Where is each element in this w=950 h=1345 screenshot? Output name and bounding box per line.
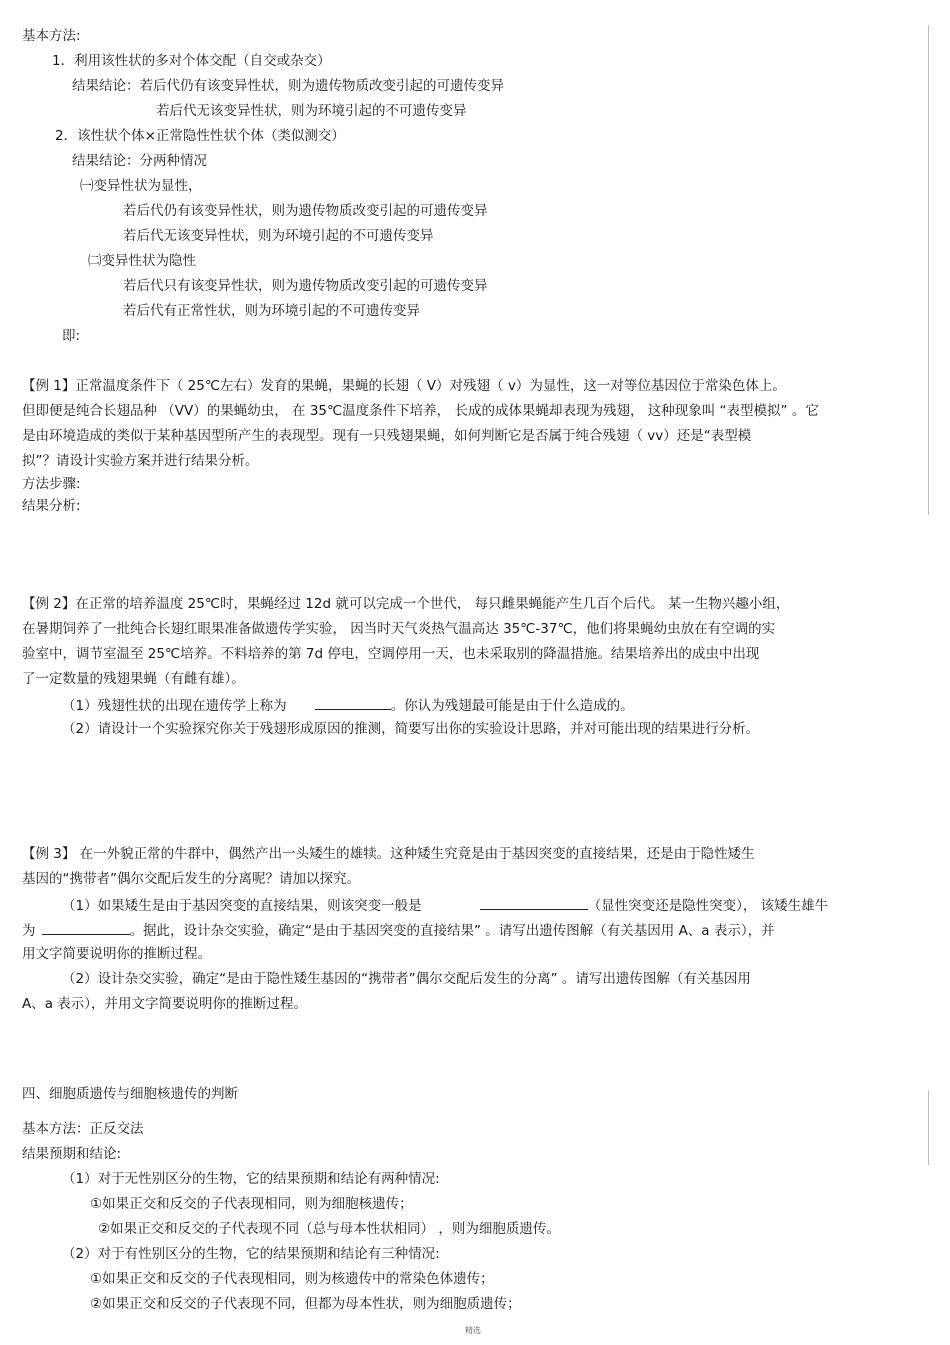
example3-q1-line3: 用文字简要说明你的推断过程。 <box>22 946 211 962</box>
case-dominant: ㈠变异性状为显性， <box>80 178 202 194</box>
basic-method-reciprocal: 基本方法：正反交法 <box>22 1121 144 1137</box>
case-asexual-2: ②如果正交和反交的子代表现不同（总与母本性状相同） ，则为细胞质遗传。 <box>98 1221 560 1237</box>
example2-line2: 在暑期饲养了一批纯合长翅红眼果准备做遗传学实验， 因当时天气炎热气温高达 35℃-37℃，他们将果蝇幼虫放在有空调的实 <box>22 621 776 637</box>
example3-q1 <box>62 895 828 915</box>
answer-blank[interactable] <box>480 895 588 910</box>
example1-line2: 但即便是纯合长翅品种 （VV）的果蝇幼虫， 在 35℃温度条件下培养， 长成的成体果蝇却表现为残翅， 这种现象叫 “表型模拟” 。它 <box>22 403 819 419</box>
example1-line3: 是由环境造成的类似于某种基因型所产生的表现型。现有一只残翅果蝇，如何判断它是否属于纯合残翅（ vv）还是“表型模 <box>22 428 752 444</box>
example2-q2: （2）请设计一个实验探究你关于残翅形成原因的推测，简要写出你的实验设计思路，并对可能出现的结果进行分析。 <box>62 721 760 737</box>
example1-line4: 拟”？请设计实验方案并进行结果分析。 <box>22 453 259 469</box>
section-4-heading: 四、细胞质遗传与细胞核遗传的判断 <box>22 1086 238 1102</box>
case-sexual-2: ②如果正交和反交的子代表现不同，但都为母本性状，则为细胞质遗传； <box>90 1296 521 1312</box>
example3-q1-wei: 为 <box>22 923 36 939</box>
example3-q2-line2: A、a 表示），并用文字简要说明你的推断过程。 <box>22 996 308 1012</box>
example2-line3: 验室中，调节室温至 25℃培养。不料培养的第 7d 停电，空调停用一天，也未采取别的降温措施。结果培养出的成虫中出现 <box>22 646 760 662</box>
result-2: 结果结论：分两种情况 <box>72 153 207 169</box>
example2-line4: 了一定数量的残翅果蝇（有雌有雄）。 <box>22 671 245 687</box>
case-recessive: ㈡变异性状为隐性 <box>88 253 196 269</box>
case-sexual: （2）对于有性别区分的生物，它的结果预期和结论有三种情况: <box>62 1246 440 1262</box>
answer-blank[interactable] <box>42 920 130 935</box>
page-right-border <box>928 25 929 515</box>
example2-q1-text-b: 。你认为残翅最可能是由于什么造成的。 <box>390 698 634 714</box>
method-steps-label: 方法步骤: <box>22 476 81 492</box>
ji-label: 即: <box>62 328 81 344</box>
example3-q2: （2）设计杂交实验，确定“是由于隐性矮生基因的“携带者”偶尔交配后发生的分离” 。请写出遗传图解（有关基因用 <box>62 971 751 987</box>
case-dominant-a: 若后代仍有该变异性状，则为遗传物质改变引起的可遗传变异 <box>123 203 488 219</box>
example2-q1 <box>62 695 634 715</box>
basic-method-heading: 基本方法: <box>22 28 81 44</box>
method-2: 2．该性状个体×正常隐性性状个体（类似测交） <box>55 128 345 144</box>
example2-line1: 【例 2】在正常的培养温度 25℃时，果蝇经过 12d 就可以完成一个世代， 每只雌果蝇能产生几百个后代。 某一生物兴趣小组， <box>22 596 790 612</box>
result-analysis-label: 结果分析: <box>22 498 81 514</box>
case-sexual-1: ①如果正交和反交的子代表现相同，则为核遗传中的常染色体遗传； <box>90 1271 494 1287</box>
example3-line2: 基因的“携带者”偶尔交配后发生的分离呢？请加以探究。 <box>22 871 360 887</box>
example3-q1-line2-b: 。据此，设计杂交实验，确定“是由于基因突变的直接结果” 。请写出遗传图解（有关基因用 A、a 表示），并 <box>129 923 775 939</box>
case-dominant-b: 若后代无该变异性状，则为环境引起的不可遗传变异 <box>123 228 434 244</box>
example1-line1: 【例 1】正常温度条件下（ 25℃左右）发育的果蝇，果蝇的长翅（ V）对残翅（ v）为显性，这一对等位基因位于常染色体上。 <box>22 378 786 394</box>
result-1b: 若后代无该变异性状，则为环境引起的不可遗传变异 <box>156 103 467 119</box>
answer-blank[interactable] <box>315 695 391 710</box>
page-right-border-lower <box>928 1090 929 1165</box>
case-recessive-b: 若后代有正常性状，则为环境引起的不可遗传变异 <box>123 303 420 319</box>
expected-results-label: 结果预期和结论: <box>22 1146 122 1162</box>
case-asexual: （1）对于无性别区分的生物，它的结果预期和结论有两种情况: <box>62 1171 440 1187</box>
case-recessive-a: 若后代只有该变异性状，则为遗传物质改变引起的可遗传变异 <box>123 278 488 294</box>
result-1a: 结果结论：若后代仍有该变异性状，则为遗传物质改变引起的可遗传变异 <box>72 78 504 94</box>
method-1: 1．利用该性状的多对个体交配（自交或杂交） <box>52 53 331 69</box>
footer-label: 精选 <box>465 1326 481 1335</box>
example2-q1-text: （1）残翅性状的出现在遗传学上称为 <box>62 698 287 714</box>
example3-q1-text-b: （显性突变还是隐性突变）， 该矮生雄牛 <box>587 898 829 914</box>
example3-q1-line2 <box>22 920 775 940</box>
example3-line1: 【例 3】 在一外貌正常的牛群中，偶然产出一头矮生的雄犊。这种矮生究竟是由于基因突变的直接结果，还是由于隐性矮生 <box>22 846 755 862</box>
example3-q1-text: （1）如果矮生是由于基因突变的直接结果，则该突变一般是 <box>62 898 422 914</box>
case-asexual-1: ①如果正交和反交的子代表现相同，则为细胞核遗传； <box>90 1196 413 1212</box>
